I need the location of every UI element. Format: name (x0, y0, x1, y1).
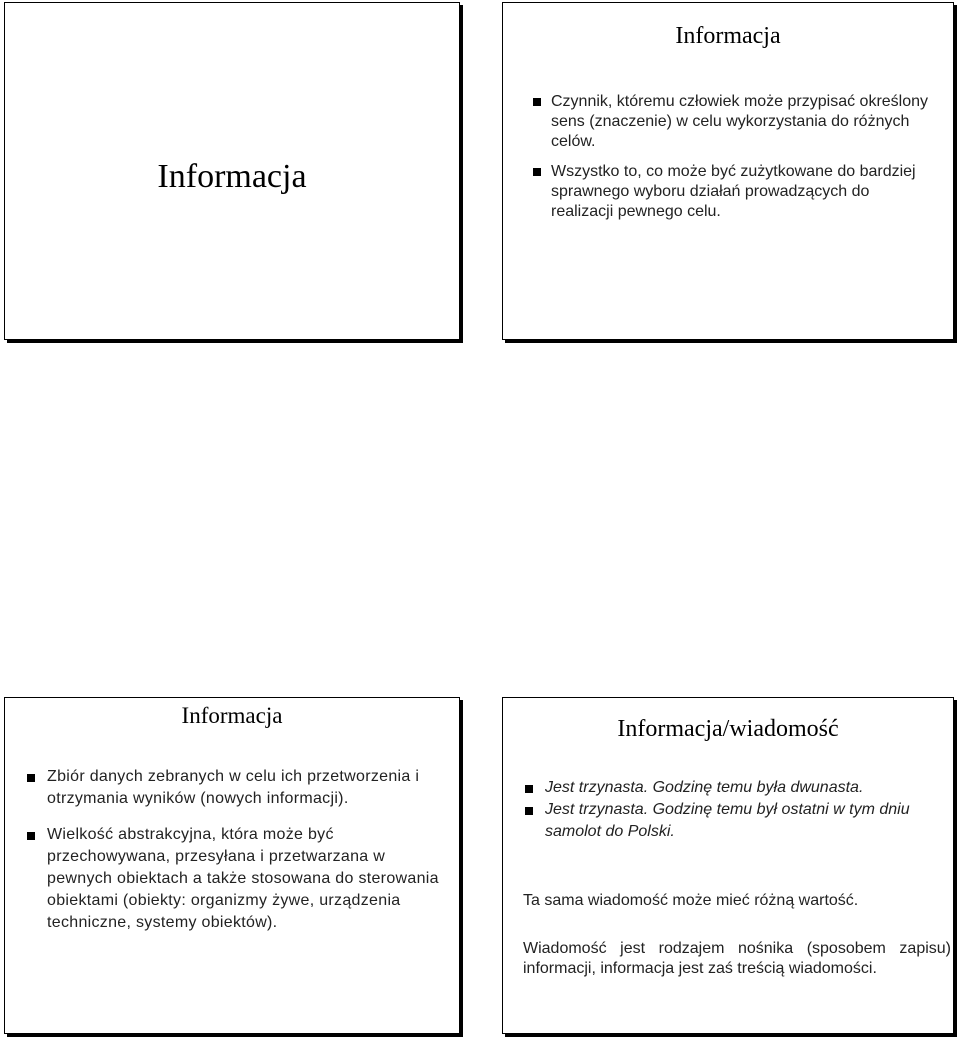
square-bullet-icon (533, 168, 541, 176)
bullet-item (21, 766, 446, 810)
bullet-text: Wielkość abstrakcyjna, która może być przechowywana, przesyłana i przetwarzana w pewnych obiektach a także stosowana do sterowania obiektami (obiekty: organizmy żywe, urządzenia techniczne, systemy obiektów). (47, 826, 439, 931)
slide-title: Informacja/wiadomość (617, 716, 839, 742)
bullet-text: Wszystko to, co może być zużytkowane do bardziej sprawnego wyboru działań prowadzących do realizacji pewnego celu. (551, 163, 916, 220)
bullet-text: Zbiór danych zebranych w celu ich przetworzenia i otrzymania wyników (nowych informacji). (47, 768, 420, 807)
paragraph: Ta sama wiadomość może mieć różną wartość. (523, 892, 859, 909)
square-bullet-icon (525, 807, 533, 815)
bullet-item (525, 162, 935, 222)
square-bullet-icon (27, 832, 35, 840)
paragraph: Wiadomość jest rodzajem nośnika (sposobem zapisu) informacji, informacja jest zaś treścią wiadomości. (523, 940, 951, 977)
slide-title: Informacja (157, 158, 307, 195)
bullet-item (519, 777, 939, 799)
slide-title: Informacja (675, 23, 781, 49)
square-bullet-icon (525, 785, 533, 793)
bullet-item (21, 824, 446, 934)
slide-2 (502, 2, 954, 340)
bullet-list (21, 766, 446, 948)
bullet-list (525, 92, 935, 232)
slide-1 (4, 2, 460, 340)
slide-title: Informacja (181, 703, 283, 728)
bullet-item (519, 799, 939, 843)
slide-4 (502, 697, 954, 1034)
bullet-list (519, 777, 939, 843)
bullet-text: Jest trzynasta. Godzinę temu był ostatni w tym dniu samolot do Polski. (545, 801, 910, 840)
square-bullet-icon (27, 774, 35, 782)
square-bullet-icon (533, 98, 541, 106)
bullet-item (525, 92, 935, 152)
bullet-text: Czynnik, któremu człowiek może przypisać określony sens (znaczenie) w celu wykorzystania do różnych celów. (551, 93, 929, 150)
slide-3 (4, 697, 460, 1034)
bullet-text: Jest trzynasta. Godzinę temu była dwunasta. (545, 779, 864, 796)
